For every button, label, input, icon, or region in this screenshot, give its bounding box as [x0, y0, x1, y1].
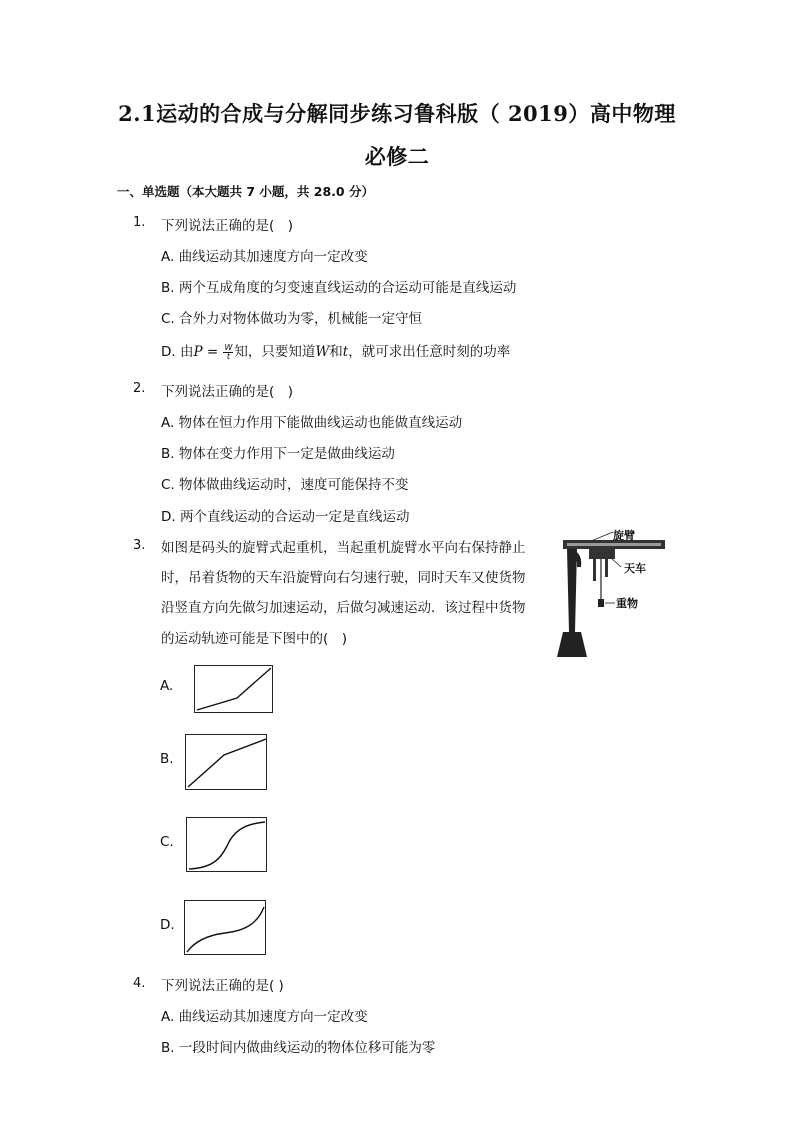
- question-2-option-c: C. 物体做曲线运动时，速度可能保持不变: [161, 477, 409, 493]
- question-3-line-1: 如图是码头的旋臂式起重机，当起重机旋臂水平向右保持静止: [161, 540, 526, 556]
- option-d-middle: 知，只要知道: [234, 344, 316, 360]
- choice-d-label: D.: [160, 917, 175, 933]
- label-cargo: 重物: [616, 597, 638, 610]
- page-title-line-2: 必修二: [364, 144, 430, 169]
- question-2-text: 下列说法正确的是( ): [161, 384, 294, 400]
- section-heading: 一、单选题（本大题共 7 小题，共 28.0 分）: [117, 184, 374, 199]
- trajectory-c: [187, 818, 266, 871]
- fraction-w-over-t: [223, 344, 233, 361]
- cargo: [598, 599, 604, 607]
- trolley-cable-right: [605, 559, 608, 577]
- choice-b-label: B.: [160, 751, 174, 767]
- question-3-line-2: 时，吊着货物的天车沿旋臂向右匀速行驶，同时天车又使货物: [161, 570, 526, 586]
- trajectory-d: [185, 901, 265, 954]
- equals-sign: =: [202, 344, 223, 360]
- question-1-text: 下列说法正确的是( ): [161, 218, 294, 234]
- trolley-pointer: [610, 557, 621, 567]
- symbol-w: W: [315, 344, 330, 360]
- question-1-number: 1.: [133, 215, 146, 230]
- question-4-text: 下列说法正确的是( ): [161, 978, 284, 994]
- trajectory-b: [186, 735, 266, 789]
- question-2-option-d: D. 两个直线运动的合运动一定是直线运动: [161, 509, 410, 525]
- crane-base: [557, 632, 587, 657]
- question-2-number: 2.: [133, 381, 146, 396]
- question-1-option-c: C. 合外力对物体做功为零，机械能一定守恒: [161, 311, 423, 327]
- fraction-numerator: W: [224, 342, 233, 352]
- option-d-suffix: ，就可求出任意时刻的功率: [348, 344, 511, 360]
- question-4-option-a: A. 曲线运动其加速度方向一定改变: [161, 1009, 368, 1025]
- question-3-line-3: 沿竖直方向先做匀加速运动，后做匀减速运动．该过程中货物: [161, 600, 526, 616]
- question-2-option-b: B. 物体在变力作用下一定是做曲线运动: [161, 446, 395, 462]
- crane-arm-rail: [567, 543, 661, 546]
- question-3-number: 3.: [133, 538, 146, 553]
- question-1-option-b: B. 两个互成角度的匀变速直线运动的合运动可能是直线运动: [161, 280, 517, 296]
- question-1-option-d: [161, 340, 510, 361]
- question-1-option-a: A. 曲线运动其加速度方向一定改变: [161, 249, 368, 265]
- trajectory-a: [195, 666, 272, 712]
- option-d-prefix: D. 由: [161, 344, 194, 360]
- trajectory-b-path: [188, 739, 266, 787]
- choice-b-graph: [185, 734, 267, 790]
- trajectory-a-path: [197, 668, 271, 710]
- choice-d-graph: [184, 900, 266, 955]
- label-arm: 旋臂: [613, 529, 635, 542]
- question-4-option-b: B. 一段时间内做曲线运动的物体位移可能为零: [161, 1040, 436, 1056]
- choice-c-label: C.: [160, 834, 174, 850]
- symbol-p: P: [193, 344, 203, 360]
- question-2-option-a: A. 物体在恒力作用下能做曲线运动也能做直线运动: [161, 415, 463, 431]
- trajectory-d-path: [187, 907, 264, 952]
- arm-pointer: [591, 532, 613, 541]
- trolley-cable-left: [593, 559, 596, 581]
- crane-figure: [553, 527, 668, 659]
- page-title-line-1: 2.1运动的合成与分解同步练习鲁科版（ 2019）高中物理: [118, 101, 676, 126]
- question-4-number: 4.: [133, 976, 146, 991]
- symbol-t: t: [342, 344, 349, 360]
- trajectory-c-path: [189, 822, 265, 869]
- choice-c-graph: [186, 817, 267, 872]
- choice-a-graph: [194, 665, 273, 713]
- label-trolley: 天车: [624, 562, 646, 575]
- crane-tower: [567, 549, 577, 632]
- question-3-line-4: 的运动轨迹可能是下图中的( ): [161, 631, 348, 647]
- fraction-denominator: t: [226, 351, 231, 361]
- option-d-and: 和: [329, 344, 343, 360]
- choice-a-label: A.: [160, 678, 174, 694]
